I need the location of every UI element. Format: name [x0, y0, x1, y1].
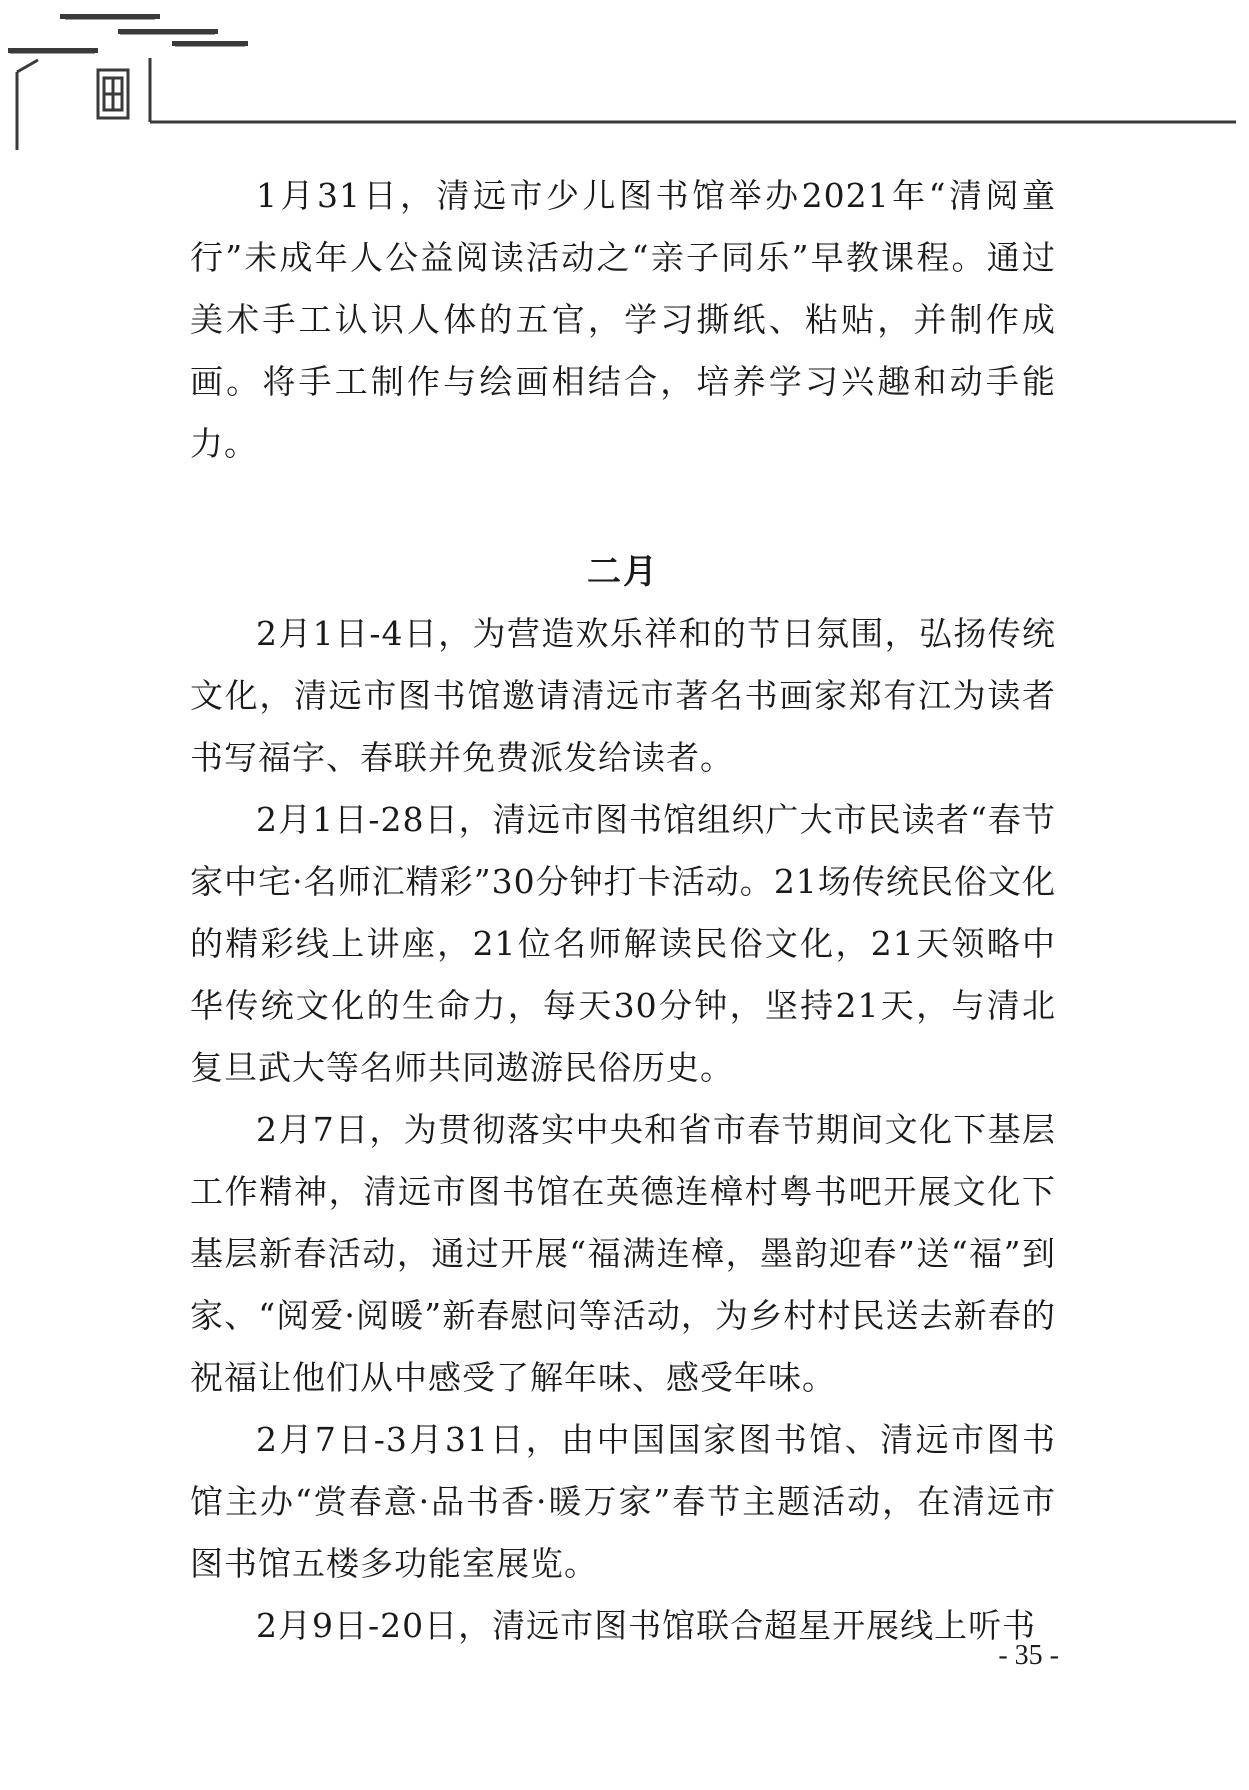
paragraph-jan-31: 1月31日，清远市少儿图书馆举办2021年“清阅童行”未成年人公益阅读活动之“亲子同乐”早教课程。通过美术手工认识人体的五官，学习撕纸、粘贴，并制作成画。将手工制作与绘画相结合，培养学习兴趣和动手能力。 — [190, 176, 1056, 463]
paragraph-feb-7: 2月7日，为贯彻落实中央和省市春节期间文化下基层工作精神，清远市图书馆在英德连樟村粤书吧开展文化下基层新春活动，通过开展“福满连樟，墨韵迎春”送“福”到家、“阅爱·阅暖”新春慰问等活动，为乡村村民送去新春的祝福让他们从中感受了解年味、感受年味。 — [190, 1110, 1056, 1397]
paragraph-feb-1-28: 2月1日-28日，清远市图书馆组织广大市民读者“春节家中宅·名师汇精彩”30分钟打卡活动。21场传统民俗文化的精彩线上讲座，21位名师解读民俗文化，21天领略中华传统文化的生命力，每天30分钟，坚持21天，与清北复旦武大等名师共同遨游民俗历史。 — [190, 800, 1056, 1087]
document-body — [190, 165, 1056, 1657]
paragraph-feb-9-20: 2月9日-20日，清远市图书馆联合超星开展线上听书 — [256, 1606, 1037, 1645]
section-title-february: 二月 — [587, 552, 659, 592]
header-ornament — [0, 0, 1249, 160]
paragraph-feb-7-mar-31: 2月7日-3月31日，由中国国家图书馆、清远市图书馆主办“赏春意·品书香·暖万家”春节主题活动，在清远市图书馆五楼多功能室展览。 — [190, 1420, 1056, 1583]
page-number: - 35 - — [998, 1640, 1059, 1671]
paragraph-feb-1-4: 2月1日-4日，为营造欢乐祥和的节日氛围，弘扬传统文化，清远市图书馆邀请清远市著名书画家郑有江为读者书写福字、春联并免费派发给读者。 — [190, 614, 1056, 777]
